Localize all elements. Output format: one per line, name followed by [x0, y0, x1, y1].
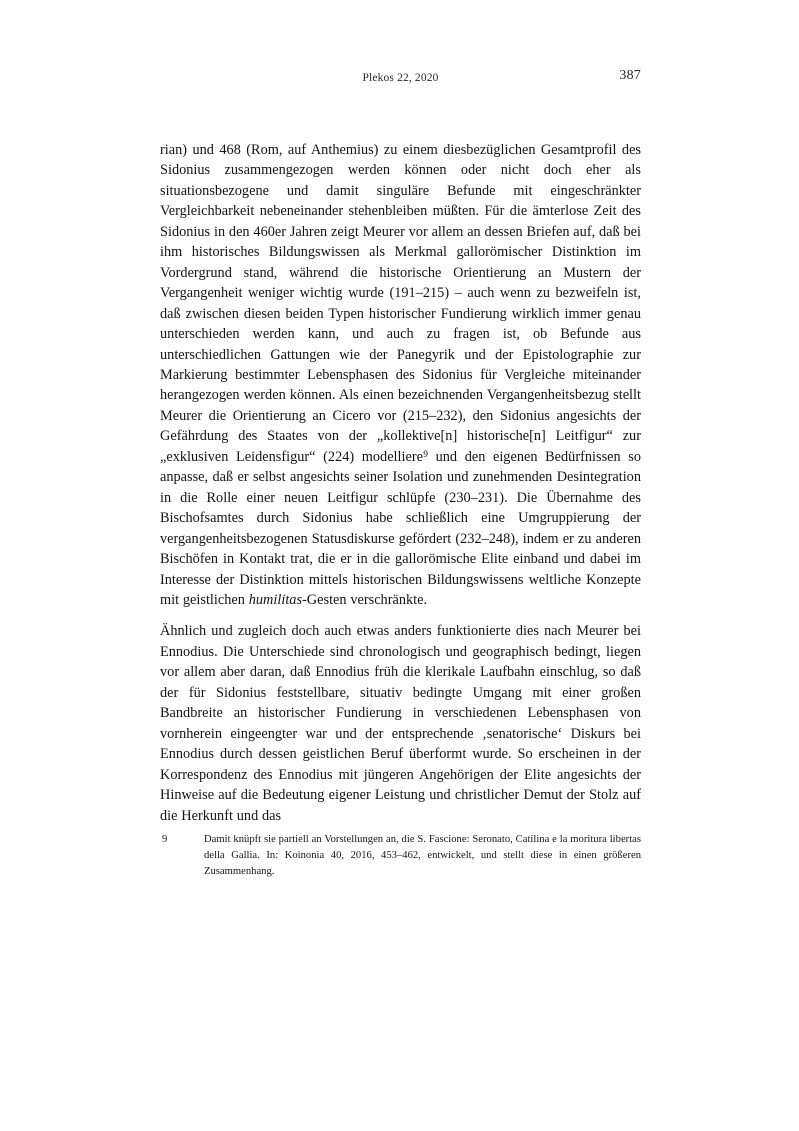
footnote-block — [160, 832, 641, 881]
body-paragraph: rian) und 468 (Rom, auf Anthemius) zu einem diesbezüglichen Gesamtprofil des Sidonius zusammengezogen werden können oder nicht doch eher als situationsbezogene und damit singuläre Befunde mit eingeschränkter Vergleichbarkeit nebeneinander stehenbleiben müßten. Für die ämterlose Zeit des Sidonius in den 460er Jahren zeigt Meurer vor allem an dessen Briefen auf, daß bei ihm historisches Bildungswissen als Merkmal gallorömischer Distinktion im Vordergrund stand, während die historische Orientierung an Mustern der Vergangenheit weniger wichtig wurde (191–215) – auch wenn zu bezweifeln ist, daß zwischen diesen beiden Typen historischer Fundierung wirklich immer genau unterschieden werden kann, und auch zu fragen ist, ob Befunde aus unterschiedlichen Gattungen wie der Panegyrik und der Epistolographie zur Markierung bestimmter Lebensphasen des Sidonius für Vergleiche miteinander herangezogen werden können. Als einen bezeichnenden Vergangenheitsbezug stellt Meurer die Orientierung an Cicero vor (215–232), den Sidonius angesichts der Gefährdung des Staates von der „kollektive[n] historische[n] Leitfigur“ zur „exklusiven Leidensfigur“ (224) modelliere$^9$ und den eigenen Bedürfnissen so anpasse, daß er selbst angesichts seiner Isolation und zunehmenden Desintegration in die Rolle einer neuen Leitfigur schlüpfe (230–231). Die Übernahme des Bischofsamtes durch Sidonius habe schließlich eine Umgruppierung der vergangenheitsbezogenen Statusdiskurse gefördert (232–248), indem er zu anderen Bischöfen in Kontakt trat, die er in die gallorömische Elite einband und dabei im Interesse der Distinktion mittels historischen Bildungswissens weltliche Konzepte mit geistlichen humilitas-Gesten verschränkte. — [160, 142, 641, 608]
main-text-column — [160, 140, 641, 826]
footnote-marker: 9 — [162, 834, 168, 845]
footnote-item — [160, 832, 641, 881]
italic-term: humilitas — [248, 591, 303, 608]
page-number: 387 — [619, 68, 641, 83]
running-head-title: Plekos 22, 2020 — [362, 72, 439, 84]
body-paragraph: Ähnlich und zugleich doch auch etwas anders funktionierte dies nach Meurer bei Ennodius. Die Unterschiede sind chronologisch und geographisch bedingt, liegen vor allem aber daran, daß Ennodius früh die klerikale Laufbahn einschlug, so daß der für Sidonius feststellbare, situativ bedingte Umgang mit einer großen Bandbreite an historischer Fundierung in verschiedenen Lebensphasen von vornherein eingeengter war und der entsprechende ‚senatorische‘ Diskurs bei Ennodius durch dessen geistlichen Beruf überformt wurde. So erscheinen in der Korrespondenz des Ennodius mit jüngeren Angehörigen der Elite angesichts der Hinweise auf die Bedeutung eigener Leistung und christlicher Demut der Stolz auf die Herkunft und das — [160, 623, 641, 824]
footnote-reference[interactable]: 9 — [423, 449, 428, 460]
page-header — [160, 68, 641, 94]
footnote-text: Damit knüpft sie partiell an Vorstellungen an, die S. Fascione: Seronato, Catilina e la moritura libertas della Gallia. In: Koinonia 40, 2016, 453–462, entwickelt, und stellt diese in einen größeren Zusammenhang. — [204, 834, 641, 878]
